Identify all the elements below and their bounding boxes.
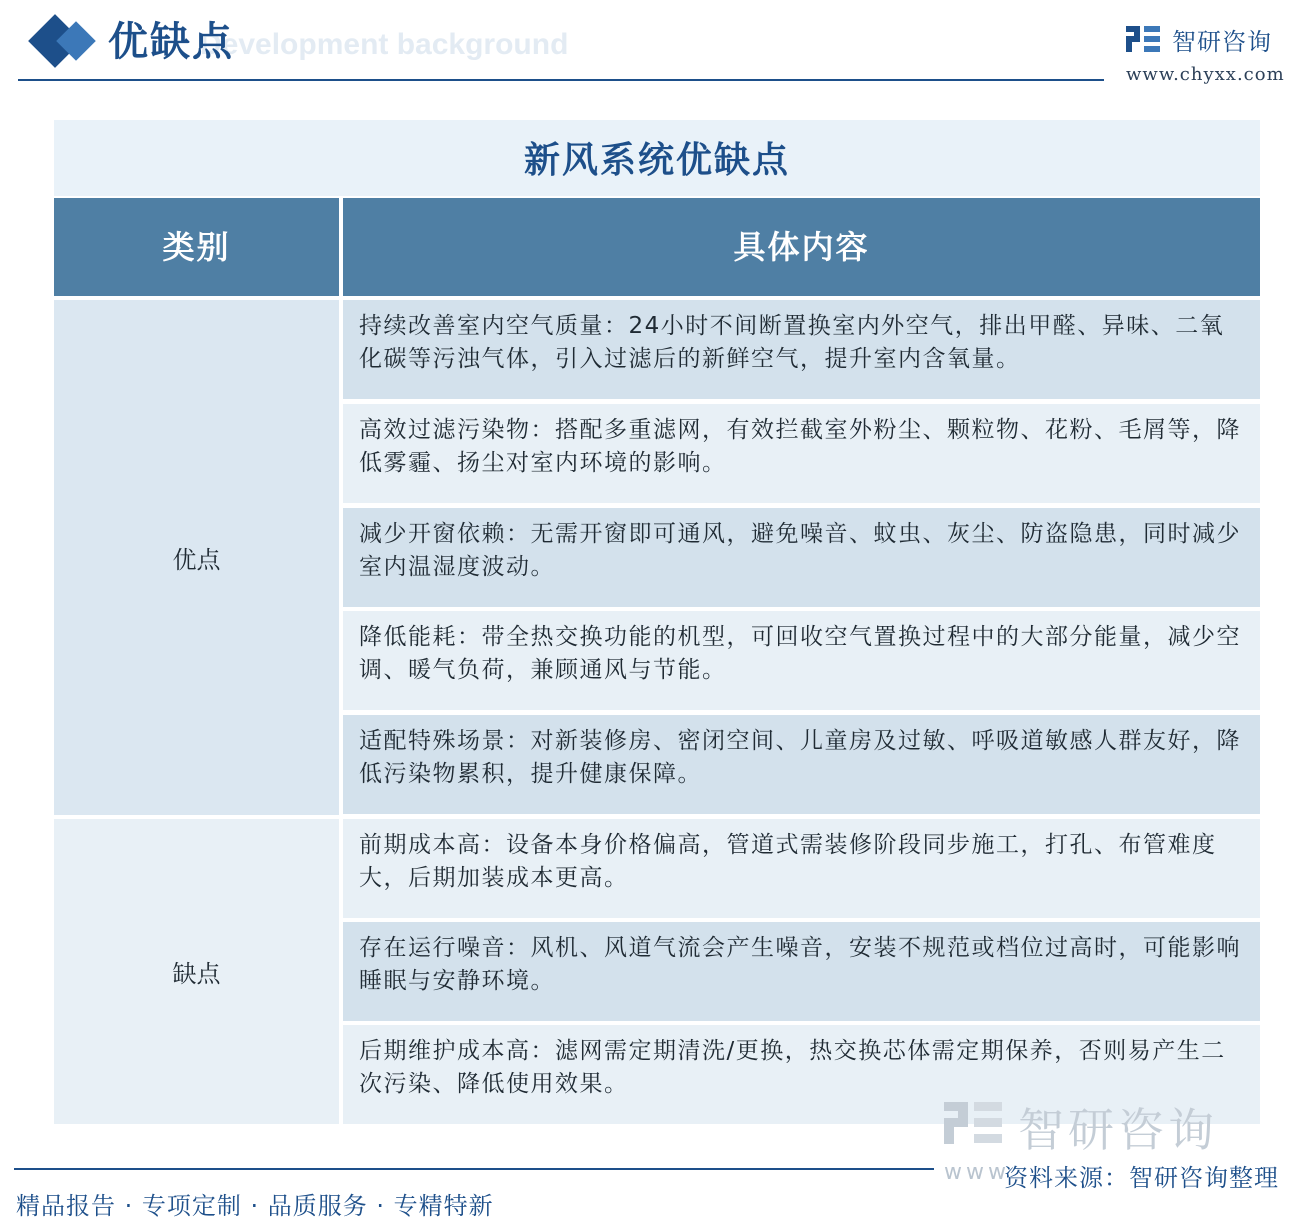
table-row: 减少开窗依赖：无需开窗即可通风，避免噪音、蚊虫、灰尘、防盗隐患，同时减少室内温湿度波动。 <box>343 508 1260 607</box>
page-subtitle-en: Development background <box>200 28 569 61</box>
brand-logo-icon <box>1126 24 1162 54</box>
brand-url: www.chyxx.com <box>1126 64 1285 85</box>
table-row: 前期成本高：设备本身价格偏高，管道式需装修阶段同步施工，打孔、布管难度大，后期加装成本更高。 <box>343 819 1260 918</box>
footer-tagline: 精品报告 · 专项定制 · 品质服务 · 专精特新 <box>16 1192 494 1220</box>
category-cell-cons: 缺点 <box>54 819 339 1124</box>
table-row: 后期维护成本高：滤网需定期清洗/更换，热交换芯体需定期保养，否则易产生二次污染、降低使用效果。 <box>343 1025 1260 1124</box>
footer-divider <box>14 1168 934 1170</box>
table-row: 持续改善室内空气质量：24小时不间断置换室内外空气，排出甲醛、异味、二氧化碳等污浊气体，引入过滤后的新鲜空气，提升室内含氧量。 <box>343 300 1260 399</box>
pros-cons-table <box>54 120 1260 1124</box>
brand-name: 智研咨询 <box>1172 28 1272 56</box>
watermark-logo-icon <box>944 1098 1004 1148</box>
column-header-content: 具体内容 <box>343 198 1260 296</box>
column-header-category: 类别 <box>54 198 339 296</box>
category-cell-pros: 优点 <box>54 300 339 815</box>
brand-block <box>1126 20 1296 90</box>
page-header <box>0 0 1312 100</box>
table-row: 存在运行噪音：风机、风道气流会产生噪音，安装不规范或档位过高时，可能影响睡眠与安静环境。 <box>343 922 1260 1021</box>
table-row: 适配特殊场景：对新装修房、密闭空间、儿童房及过敏、呼吸道敏感人群友好，降低污染物累积，提升健康保障。 <box>343 715 1260 814</box>
table-title: 新风系统优缺点 <box>523 139 790 181</box>
table-row: 高效过滤污染物：搭配多重滤网，有效拦截室外粉尘、颗粒物、花粉、毛屑等，降低雾霾、扬尘对室内环境的影响。 <box>343 404 1260 503</box>
table-row: 降低能耗：带全热交换功能的机型，可回收空气置换过程中的大部分能量，减少空调、暖气负荷，兼顾通风与节能。 <box>343 611 1260 710</box>
watermark-brand-name: 智研咨询 <box>1018 1103 1218 1157</box>
header-divider <box>18 79 1104 81</box>
watermark-brand <box>944 1094 1284 1157</box>
data-source: 资料来源：智研咨询整理 <box>1004 1164 1279 1192</box>
watermark-url-prefix: www <box>944 1160 1010 1185</box>
page-title: 优缺点 <box>108 18 234 65</box>
